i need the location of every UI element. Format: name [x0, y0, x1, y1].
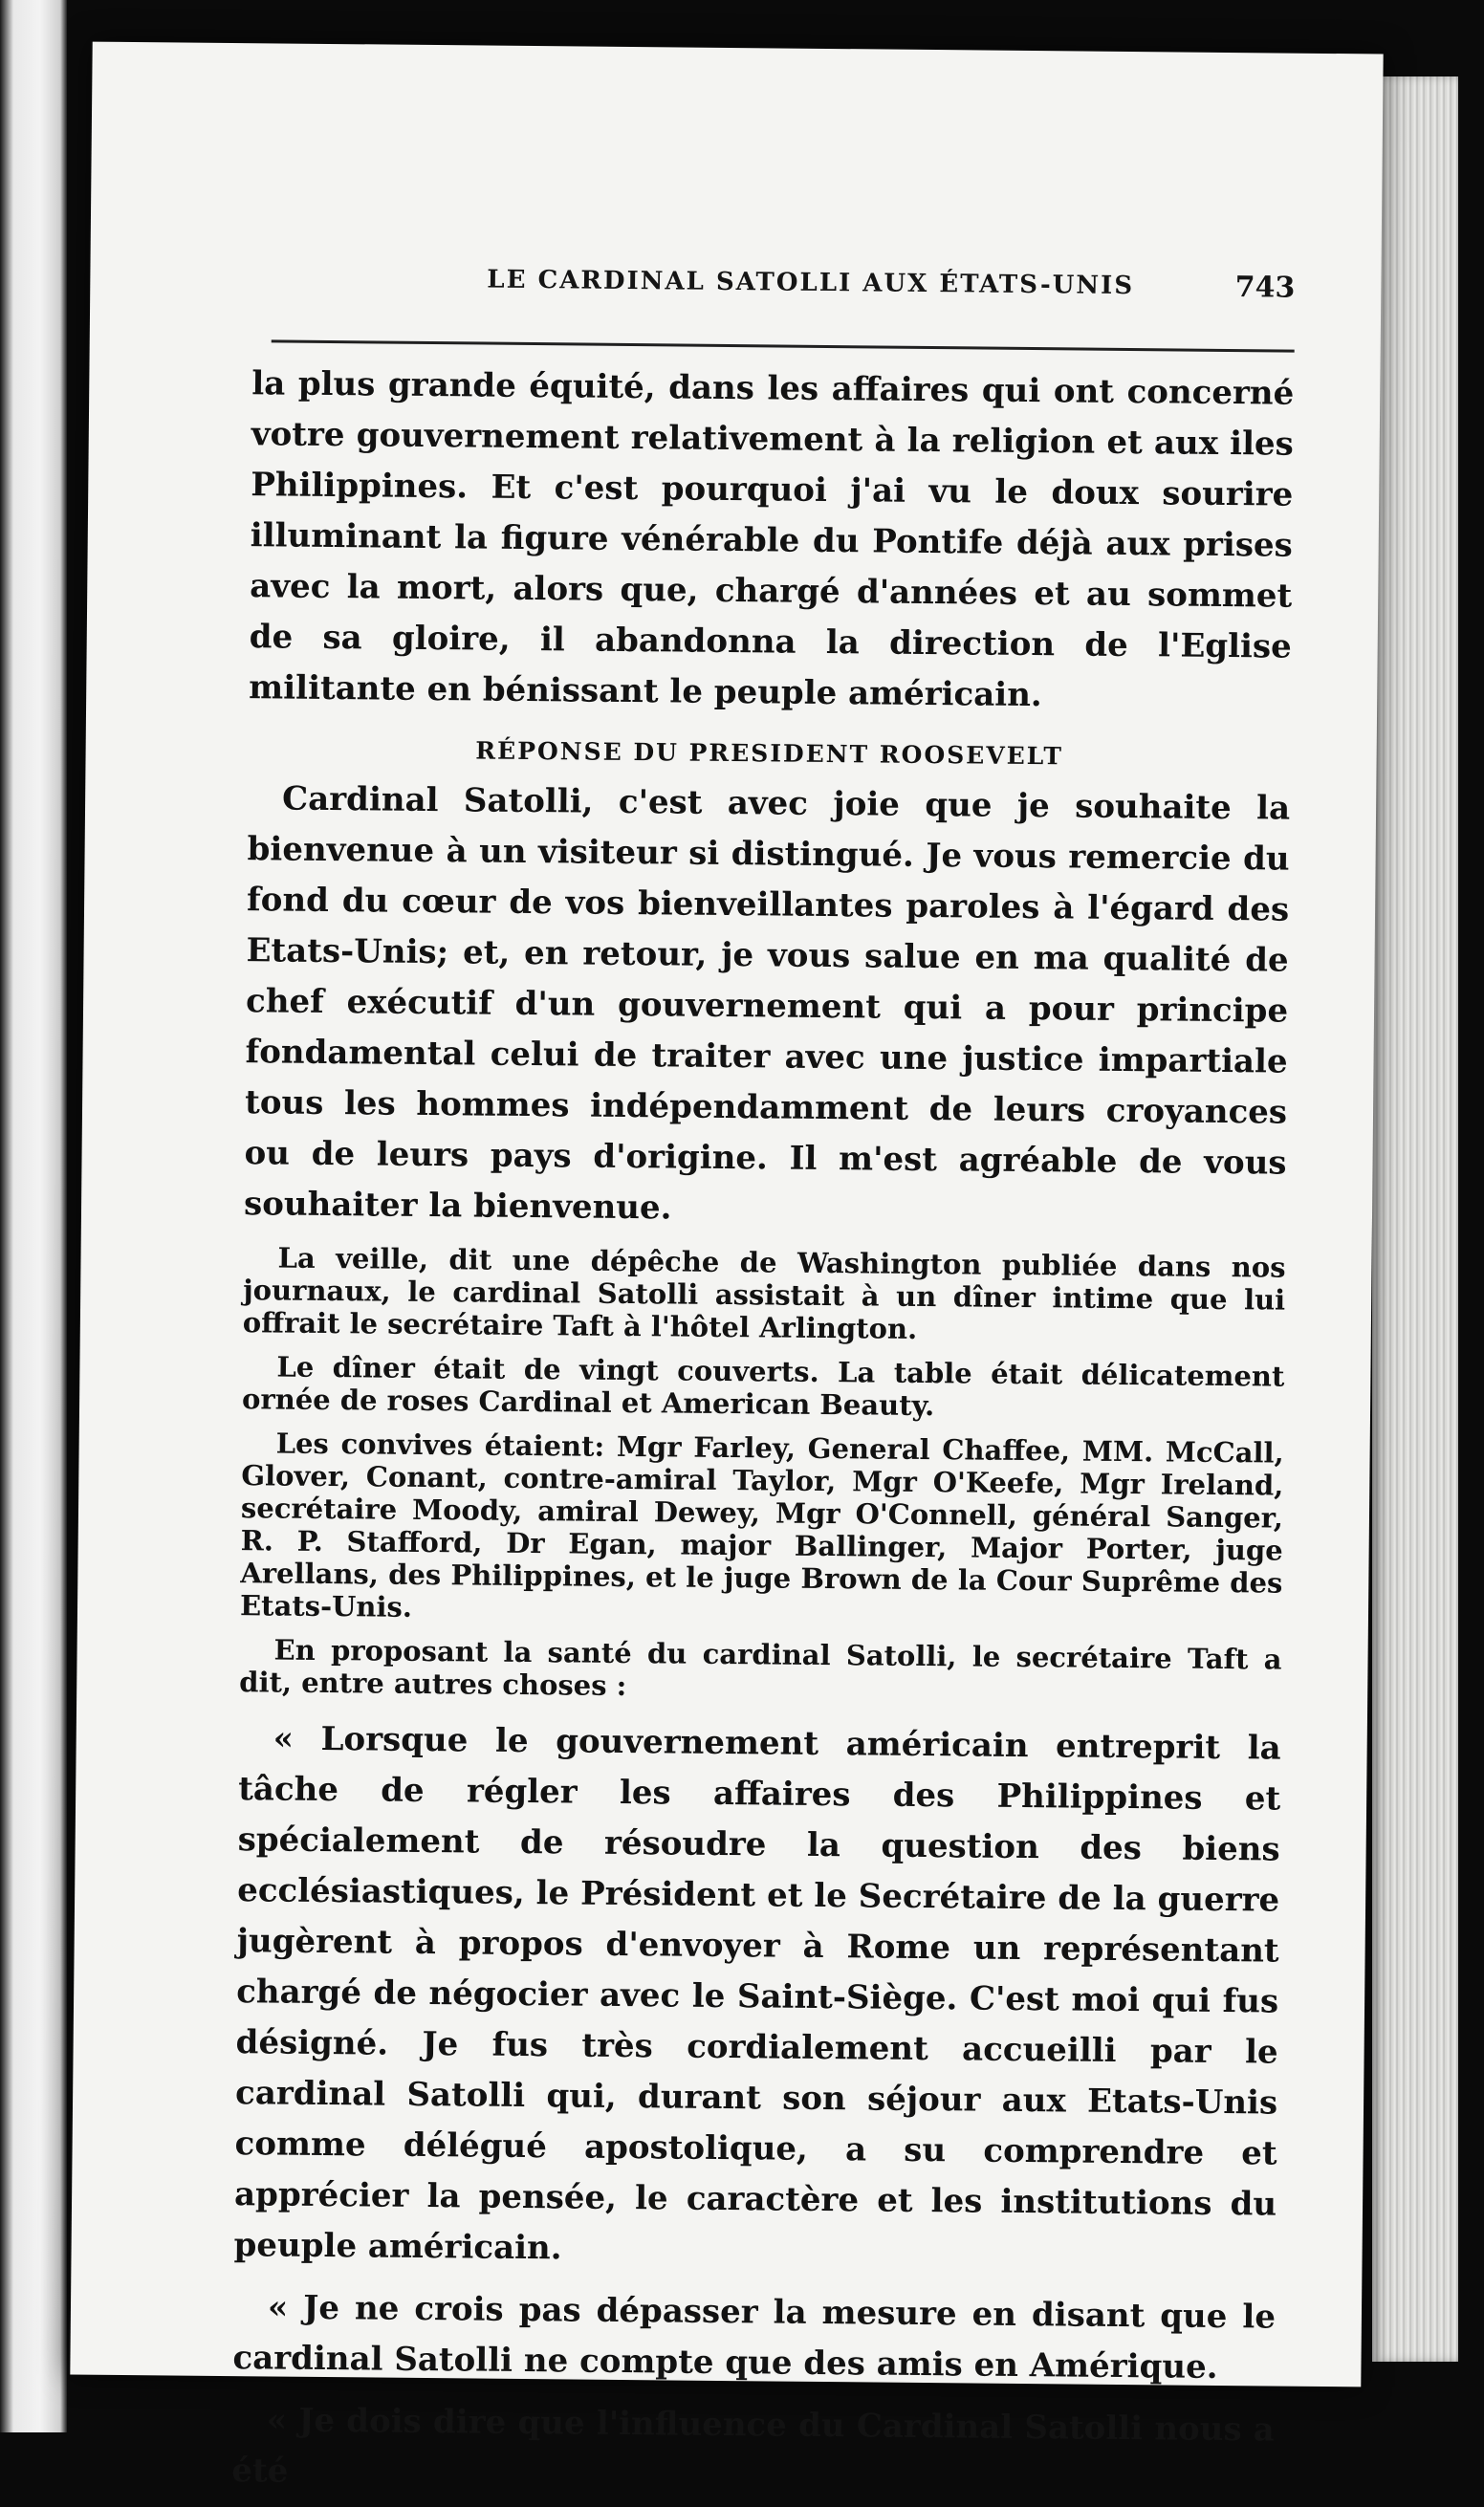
paragraph-roosevelt-reply: Cardinal Satolli, c'est avec joie que je souhaite la bienvenue à un visiteur si distingué. Je vous remercie du fond du cœur de vos bienveillantes paroles à l'égard des Etats-Unis; et, en retour, je vous salue en ma qualité de chef exécutif d'un gouvernement qui a pour principe fondamental celui de traiter avec une justice impartiale tous les hommes indépendamment de leurs croyances ou de leurs pays d'origine. Il m'est agréable de vous souhaiter la bienvenue.	[243, 779, 1291, 1228]
page-number: 743	[1234, 271, 1296, 305]
running-head	[272, 263, 1295, 315]
running-title: LE CARDINAL SATOLLI AUX ÉTATS-UNIS	[487, 265, 1135, 301]
page-body	[231, 359, 1294, 2506]
paragraph-taft-influence: « Je dois dire que l'influence du Cardinal Satolli nous a été	[231, 2401, 1276, 2491]
header-rule	[272, 339, 1295, 352]
paragraph-dispatch: La veille, dit une dépêche de Washington publiée dans nos journaux, le cardinal Satolli assistait à un dîner intime que lui offrait le secrétaire Taft à l'hôtel Arlington.	[242, 1241, 1286, 1345]
paragraph-taft-friends: « Je ne crois pas dépasser la mesure en disant que le cardinal Satolli ne compte que des amis en Amérique.	[232, 2288, 1277, 2387]
page-stack-edge	[1372, 76, 1458, 2362]
book-page	[70, 42, 1383, 2491]
section-heading: RÉPONSE DU PRESIDENT ROOSEVELT	[475, 736, 1064, 771]
paragraph-continuation: la plus grande équité, dans les affaires qui ont concerné votre gouvernement relativement à la religion et aux iles Philippines. Et c'est pourquoi j'ai vu le doux sourire illuminant la figure vénérable du Pontife déjà aux prises avec la mort, alors que, chargé d'années et au sommet de sa gloire, il abandonna la direction de l'Eglise militante en bénissant le peuple américain.	[249, 364, 1295, 715]
paragraph-dinner: Le dîner était de vingt couverts. La table était délicatement ornée de roses Cardinal et American Beauty.	[241, 1350, 1285, 1423]
left-page-edge	[0, 0, 67, 2432]
paragraph-guests: Les convives étaient: Mgr Farley, General Chaffee, MM. McCall, Glover, Conant, contre-amiral Taylor, Mgr O'Keefe, Mgr Ireland, secrétaire Moody, amiral Dewey, Mgr O'Connell, général Sanger, R. P. Stafford, Dr Egan, major Ballinger, Major Porter, juge Arellans, des Philippines, et le juge Brown de la Cour Suprême des Etats-Unis.	[239, 1427, 1284, 1624]
paragraph-taft-quote: « Lorsque le gouvernement américain entreprit la tâche de régler les affaires des Philippines et spécialement de résoudre la question des biens ecclésiastiques, le Président et le Secrétaire de la guerre jugèrent à propos d'envoyer à Rome un représentant chargé de négocier avec le Saint-Siège. C'est moi qui fus désigné. Je fus très cordialement accueilli par le cardinal Satolli qui, durant son séjour aux Etats-Unis comme délégué apostolique, a su comprendre et apprécier la pensée, le caractère et les institutions du peuple américain.	[233, 1719, 1281, 2268]
paragraph-toast-intro: En proposant la santé du cardinal Satolli, le secrétaire Taft a dit, entre autres choses :	[239, 1633, 1282, 1703]
